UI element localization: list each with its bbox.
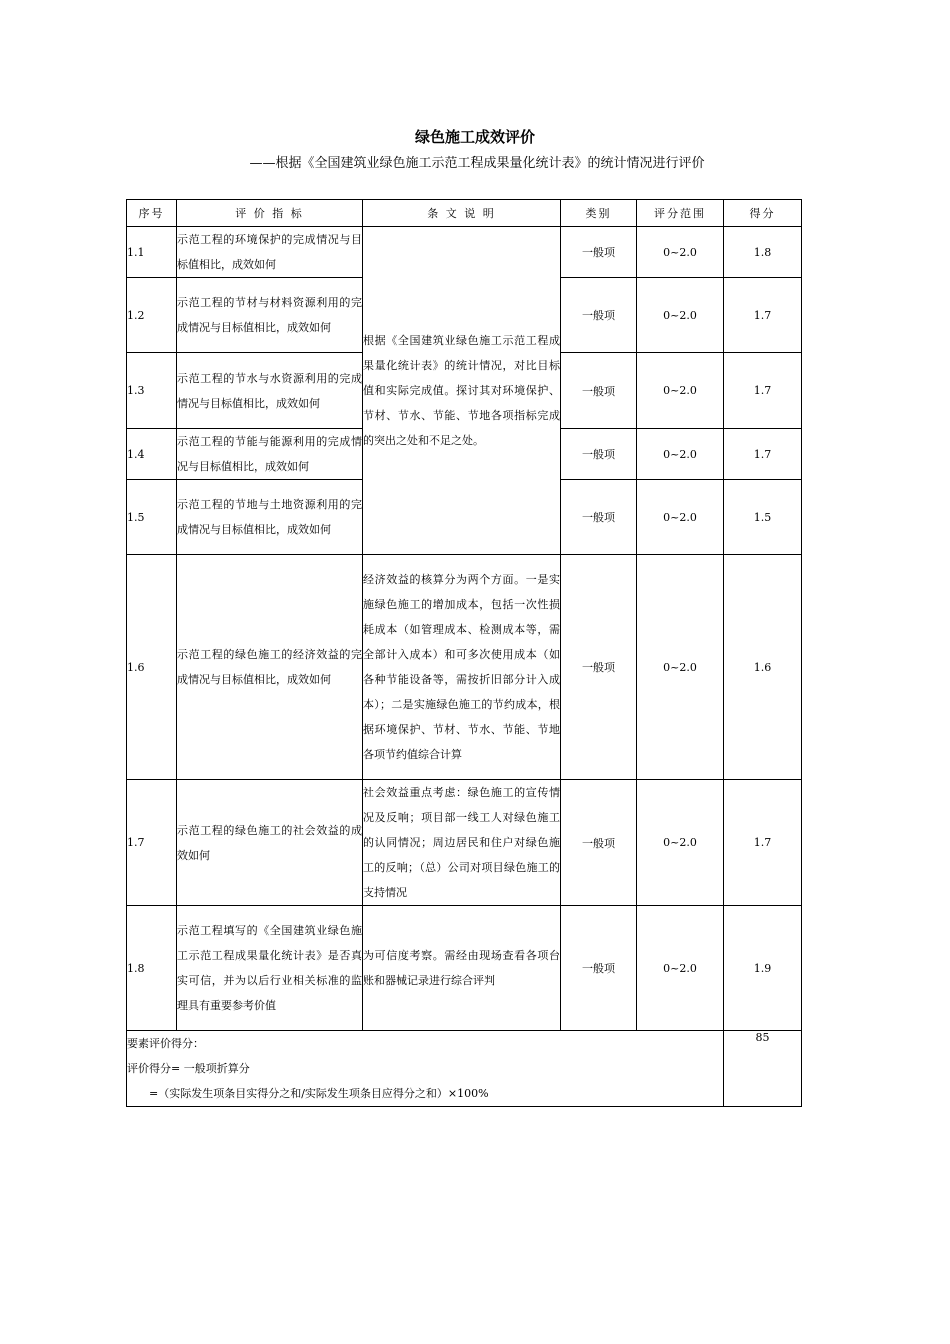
row-score: 1.7: [724, 353, 802, 429]
row-category: 一般项: [561, 906, 637, 1031]
row-seq: 1.2: [127, 278, 177, 353]
table-row: [127, 227, 802, 278]
row-range: 0~2.0: [637, 780, 724, 906]
row-range: 0~2.0: [637, 278, 724, 353]
row-indicator: 示范工程的节地与土地资源利用的完成情况与目标值相比，成效如何: [177, 480, 363, 555]
row-seq: 1.8: [127, 906, 177, 1031]
summary-formula: [127, 1031, 724, 1107]
header-row: [127, 200, 802, 227]
row-category: 一般项: [561, 555, 637, 780]
summary-line-2: 评价得分= 一般项折算分: [127, 1062, 250, 1075]
row-category: 一般项: [561, 480, 637, 555]
row-seq: 1.1: [127, 227, 177, 278]
total-score: 85: [724, 1031, 802, 1107]
row-seq: 1.3: [127, 353, 177, 429]
row-seq: 1.7: [127, 780, 177, 906]
row-indicator: 示范工程的节材与材料资源利用的完成情况与目标值相比，成效如何: [177, 278, 363, 353]
row-indicator: 示范工程填写的《全国建筑业绿色施工示范工程成果量化统计表》是否真实可信，并为以后行业相关标准的监理具有重要参考价值: [177, 906, 363, 1031]
row-category: 一般项: [561, 353, 637, 429]
header-range: 评分范围: [637, 200, 724, 227]
row-category: 一般项: [561, 227, 637, 278]
row-score: 1.7: [724, 278, 802, 353]
row-range: 0~2.0: [637, 906, 724, 1031]
row-seq: 1.5: [127, 480, 177, 555]
row-indicator: 示范工程的绿色施工的经济效益的完成情况与目标值相比，成效如何: [177, 555, 363, 780]
row-score: 1.6: [724, 555, 802, 780]
row-category: 一般项: [561, 780, 637, 906]
row-seq: 1.4: [127, 429, 177, 480]
page-subtitle: ——根据《全国建筑业绿色施工示范工程成果量化统计表》的统计情况进行评价: [249, 156, 705, 171]
row-indicator: 示范工程的绿色施工的社会效益的成效如何: [177, 780, 363, 906]
row-range: 0~2.0: [637, 480, 724, 555]
row-score: 1.7: [724, 429, 802, 480]
row-explanation-group: 根据《全国建筑业绿色施工示范工程成果量化统计表》的统计情况，对比目标值和实际完成值。探讨其对环境保护、节材、节水、节能、节地各项指标完成的突出之处和不足之处。: [363, 227, 561, 555]
table-row: [127, 906, 802, 1031]
row-range: 0~2.0: [637, 555, 724, 780]
row-indicator: 示范工程的节水与水资源利用的完成情况与目标值相比，成效如何: [177, 353, 363, 429]
header-seq: 序号: [127, 200, 177, 227]
row-explanation: 经济效益的核算分为两个方面。一是实施绿色施工的增加成本，包括一次性损耗成本（如管理成本、检测成本等，需全部计入成本）和可多次使用成本（如各种节能设备等，需按折旧部分计入成本）；二是实施绿色施工的节约成本，根据环境保护、节材、节水、节能、节地各项节约值综合计算: [363, 555, 561, 780]
row-range: 0~2.0: [637, 353, 724, 429]
row-explanation: 社会效益重点考虑：绿色施工的宣传情况及反响；项目部一线工人对绿色施工的认同情况；周边居民和住户对绿色施工的反响；（总）公司对项目绿色施工的支持情况: [363, 780, 561, 906]
header-indicator: 评 价 指 标: [177, 200, 363, 227]
row-score: 1.7: [724, 780, 802, 906]
summary-line-1: 要素评价得分：: [127, 1037, 204, 1050]
header-explanation: 条 文 说 明: [363, 200, 561, 227]
page-title: 绿色施工成效评价: [414, 128, 535, 146]
row-indicator: 示范工程的环境保护的完成情况与目标值相比，成效如何: [177, 227, 363, 278]
row-indicator: 示范工程的节能与能源利用的完成情况与目标值相比，成效如何: [177, 429, 363, 480]
row-range: 0~2.0: [637, 429, 724, 480]
table-row: [127, 780, 802, 906]
row-range: 0~2.0: [637, 227, 724, 278]
row-category: 一般项: [561, 278, 637, 353]
table-row: [127, 555, 802, 780]
summary-row: [127, 1031, 802, 1107]
header-score: 得分: [724, 200, 802, 227]
row-score: 1.9: [724, 906, 802, 1031]
row-seq: 1.6: [127, 555, 177, 780]
header-category: 类别: [561, 200, 637, 227]
evaluation-table: [126, 199, 802, 1107]
row-explanation: 为可信度考察。需经由现场查看各项台账和器械记录进行综合评判: [363, 906, 561, 1031]
row-score: 1.5: [724, 480, 802, 555]
row-category: 一般项: [561, 429, 637, 480]
summary-line-3: =（实际发生项条目实得分之和/实际发生项条目应得分之和）×100%: [149, 1087, 489, 1100]
row-score: 1.8: [724, 227, 802, 278]
